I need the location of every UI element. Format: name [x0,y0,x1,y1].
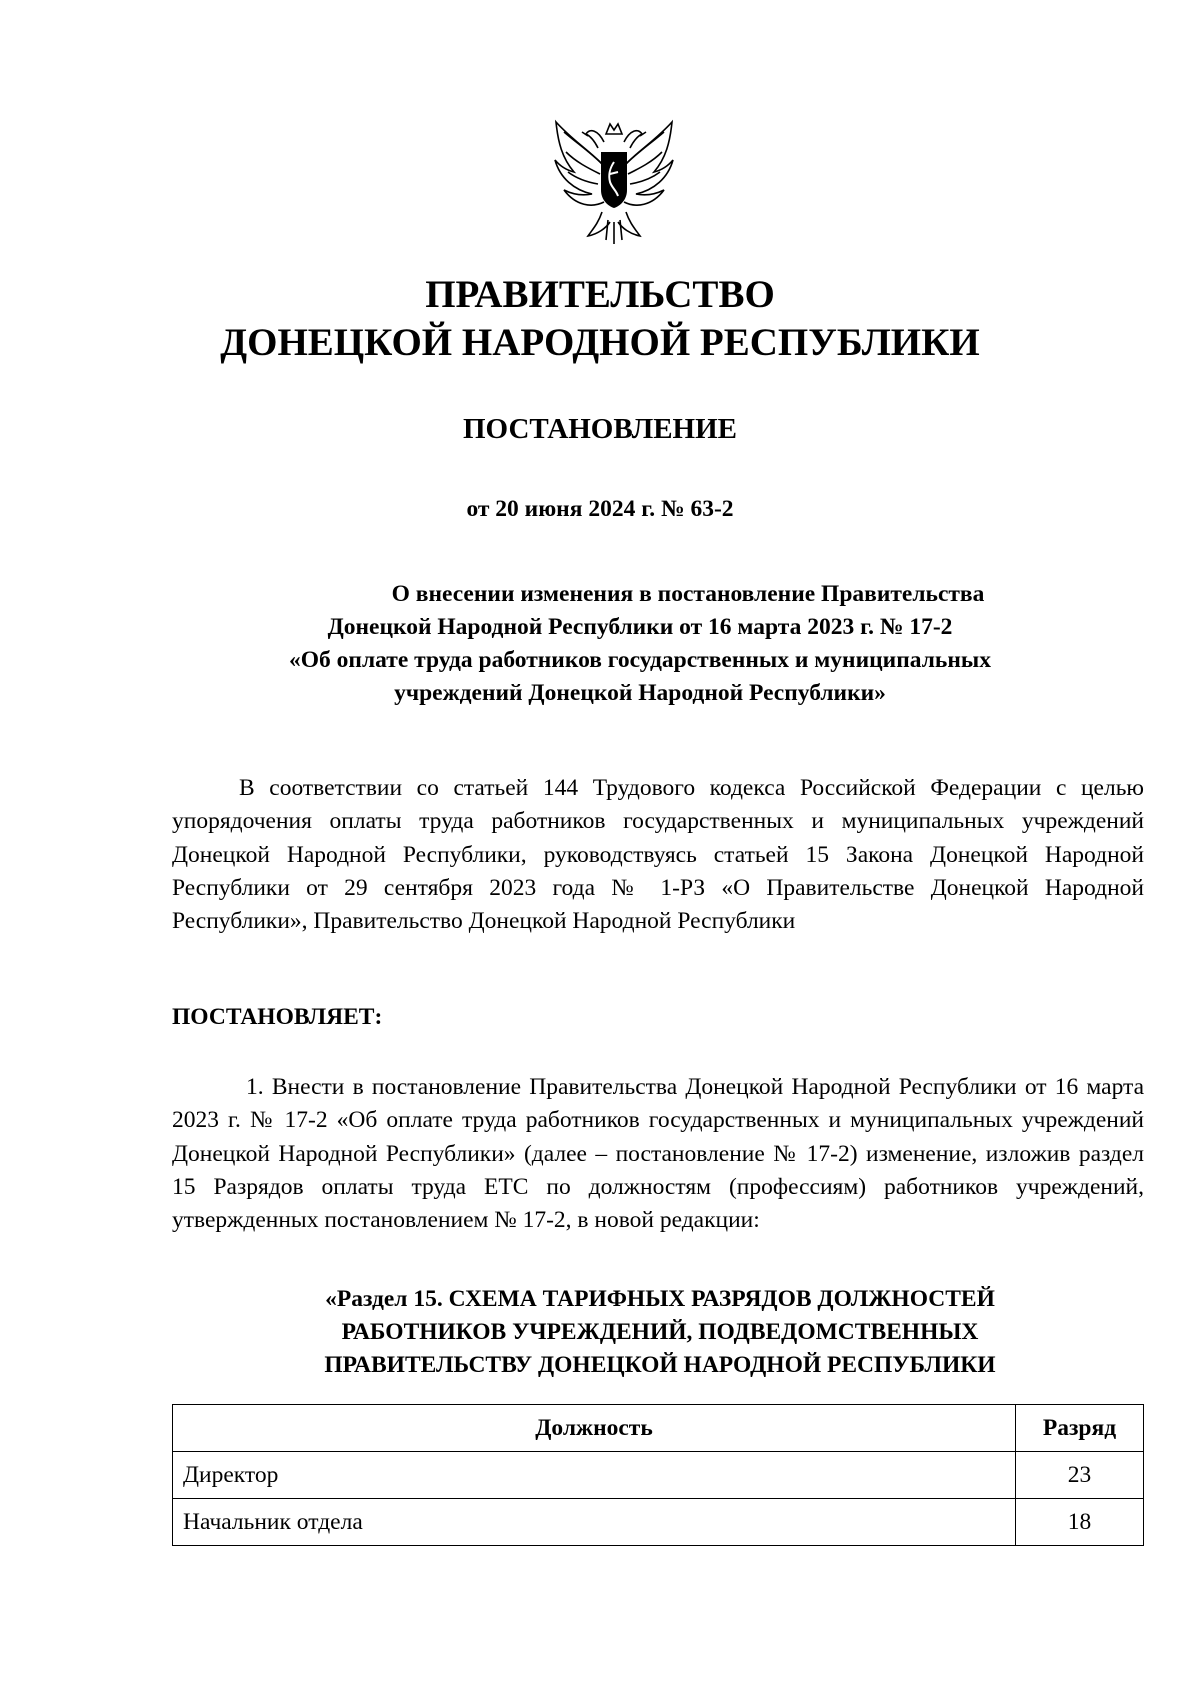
decree-heading: ПОСТАНОВЛЯЕТ: [172,1004,383,1030]
column-header-position: Должность [173,1405,1016,1452]
section-title-line: «Раздел 15. СХЕМА ТАРИФНЫХ РАЗРЯДОВ ДОЛЖНОСТЕЙ [325,1286,995,1312]
tariff-ranks-table [172,1404,1144,1546]
coat-of-arms-eagle-icon [552,112,676,250]
subject-line: учреждений Донецкой Народной Республики» [394,680,886,706]
clause-1-paragraph: 1. Внести в постановление Правительства Донецкой Народной Республики от 16 марта 2023 г. № 17-2 «Об оплате труда работников государственных и муниципальных учреждений Донецкой Народной Республики» (далее – постановление № 17-2) изменение, изложив раздел 15 Разрядов оплаты труда ЕТС по должностям (профессиям) работников учреждений, утвержденных постановлением № 17-2, в новой редакции: [172,1074,1144,1234]
section-title-line: ПРАВИТЕЛЬСТВУ ДОНЕЦКОЙ НАРОДНОЙ РЕСПУБЛИКИ [324,1352,996,1378]
position-cell: Начальник отдела [173,1499,1016,1546]
preamble-paragraph: В соответствии со статьей 144 Трудового кодекса Российской Федерации с целью упорядочения оплаты труда работников государственных и муниципальных учреждений Донецкой Народной Республики, руководствуясь статьей 15 Закона Донецкой Народной Республики от 29 сентября 2023 года № 1-РЗ «О Правительстве Донецкой Народной Республики», Правительство Донецкой Народной Республики [172,775,1144,935]
column-header-rank: Разряд [1016,1405,1144,1452]
document-subject [200,578,1080,710]
subject-line: «Об оплате труда работников государственных и муниципальных [289,647,991,673]
subject-line: Донецкой Народной Республики от 16 марта 2023 г. № 17-2 [327,614,953,640]
document-type: ПОСТАНОВЛЕНИЕ [462,413,737,445]
subject-line: О внесении изменения в постановление Правительства [391,581,985,607]
section-title-line: РАБОТНИКОВ УЧРЕЖДЕНИЙ, ПОДВЕДОМСТВЕННЫХ [341,1319,979,1345]
table-row [173,1499,1144,1546]
rank-cell: 18 [1016,1499,1144,1546]
government-title-line2: ДОНЕЦКОЙ НАРОДНОЙ РЕСПУБЛИКИ [220,321,980,364]
table-header-row [173,1405,1144,1452]
government-title-line1: ПРАВИТЕЛЬСТВО [425,273,775,316]
position-cell: Директор [173,1452,1016,1499]
section-15-title [200,1283,1120,1382]
table-row [173,1452,1144,1499]
document-date-number: от 20 июня 2024 г. № 63-2 [466,496,734,522]
rank-cell: 23 [1016,1452,1144,1499]
